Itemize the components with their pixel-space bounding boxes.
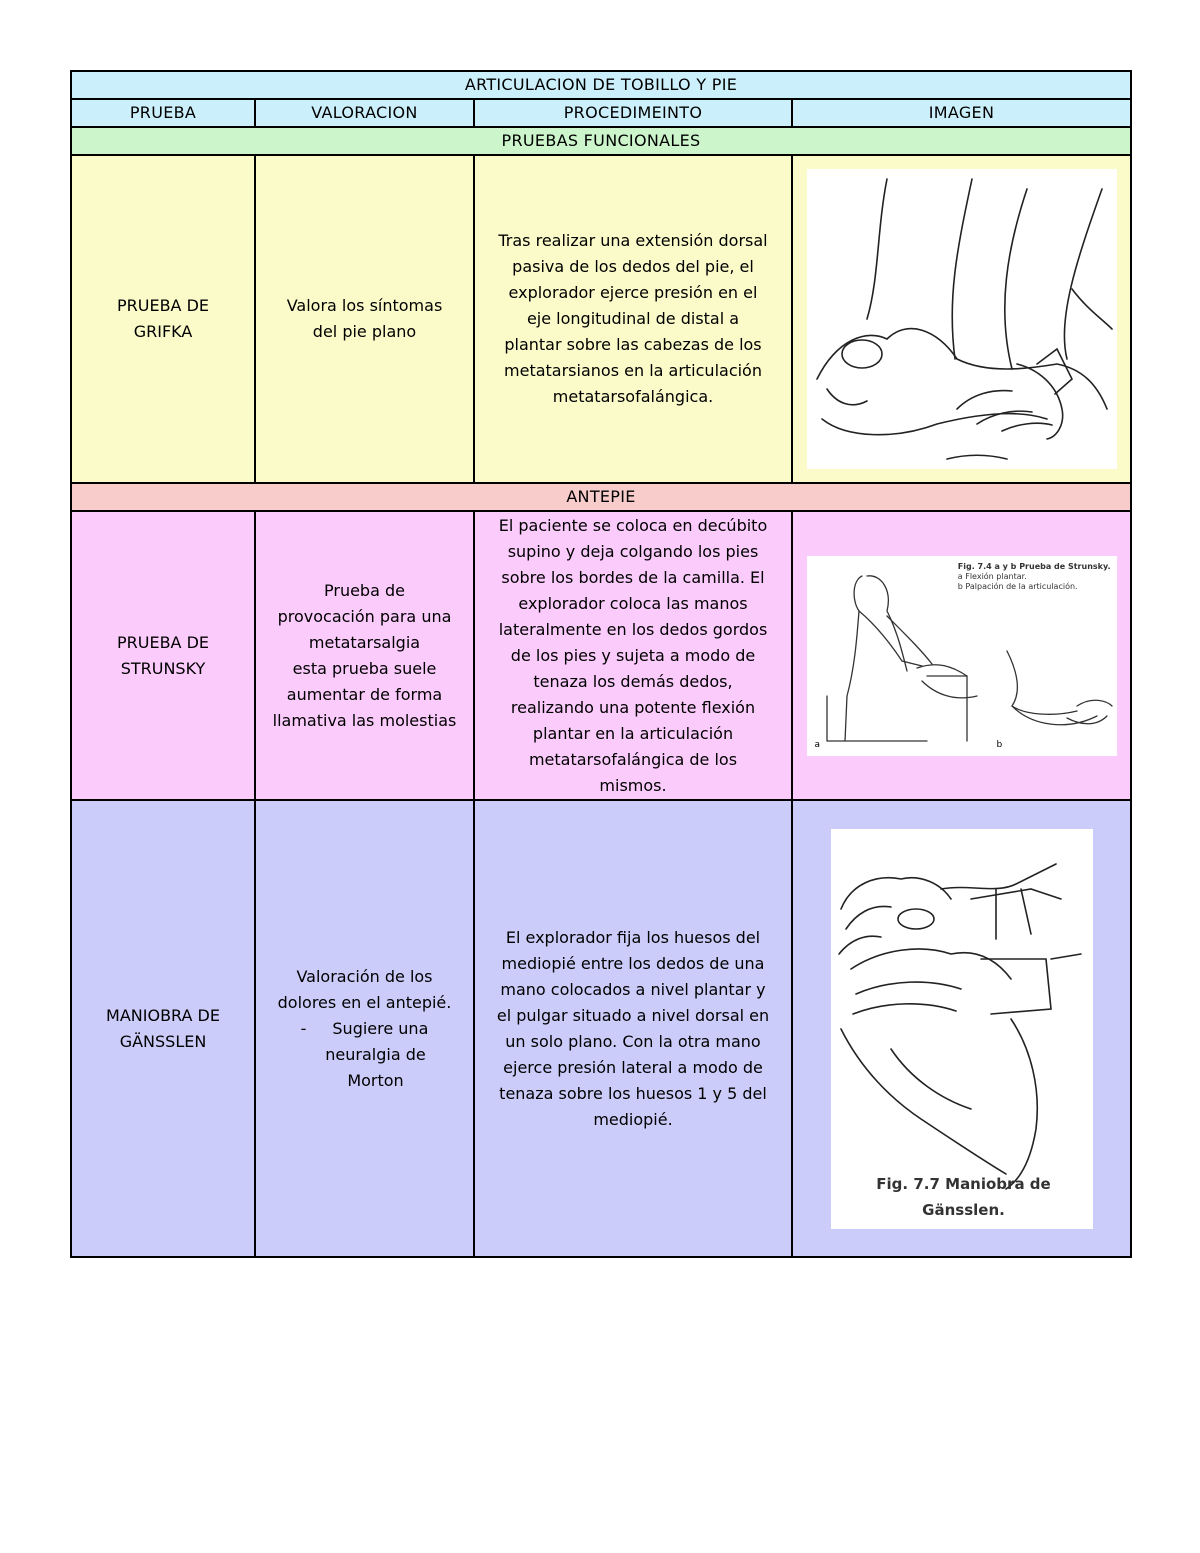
table-row-strunsky [71,511,1131,800]
prueba-cell-grifka [71,155,255,483]
procedimiento-line: explorador ejerce presión en el [508,283,758,302]
procedimiento-line: Tras realizar una extensión dorsal [498,231,768,250]
strunsky-label-a: a [814,739,821,750]
table-row-grifka [71,155,1131,483]
strunsky-caption-a: a Flexión plantar. [957,571,1027,581]
prueba-line: GÄNSSLEN [119,1031,207,1051]
procedimiento-line: realizando una potente flexión [510,697,756,717]
section-row-antepie [71,483,1131,511]
procedimiento-line: explorador coloca las manos [518,593,748,613]
valoracion-cell-strunsky [255,511,474,800]
valoracion-line: Prueba de [324,580,405,600]
tobillo-pie-table [70,70,1132,1258]
valoracion-line: llamativa las molestias [272,710,457,730]
title-row [71,71,1131,99]
strunsky-illustration [807,556,1117,756]
procedimiento-line: metatarsianos en la articulación [504,361,762,380]
procedimiento-line: ejerce presión lateral a modo de [503,1057,763,1077]
procedimiento-line: lateralmente en los dedos gordos [498,619,768,639]
procedimiento-cell-gansslen [474,800,792,1257]
section-row-funcionales [71,127,1131,155]
imagen-cell-grifka [792,155,1131,483]
valoracion-line: provocación para una [277,606,452,626]
procedimiento-line: metatarsofalángica. [552,387,714,406]
valoracion-line: esta prueba suele [292,658,437,678]
strunsky-caption-b: b Palpación de la articulación. [957,581,1078,591]
header-prueba: PRUEBA [71,99,255,127]
gansslen-figure-caption: Fig. 7.7 Maniobra de Gänsslen. [876,1174,1051,1219]
header-procedimiento: PROCEDIMEINTO [474,99,792,127]
header-imagen: IMAGEN [792,99,1131,127]
procedimiento-line: un solo plano. Con la otra mano [505,1031,761,1051]
valoracion-sub-line: Morton [347,1070,404,1090]
procedimiento-line: plantar en la articulación [532,723,734,743]
valoracion-line: metatarsalgia [308,632,421,652]
gansslen-illustration [831,829,1093,1229]
imagen-cell-gansslen [792,800,1131,1257]
prueba-cell-strunsky [71,511,255,800]
strunsky-label-b: b [996,739,1003,750]
procedimiento-line: sobre los bordes de la camilla. El [501,567,765,587]
procedimiento-line: el pulgar situado a nivel dorsal en [496,1005,770,1025]
grifka-illustration [807,169,1117,469]
hands-foot-illustration [831,829,1093,1229]
procedimiento-line: plantar sobre las cabezas de los [504,335,762,354]
section-funcionales-label: PRUEBAS FUNCIONALES [71,127,1131,155]
valoracion-sub-line: Sugiere una [332,1018,429,1038]
strunsky-figure-caption [958,562,1111,592]
procedimiento-line: tenaza los demás dedos, [533,671,733,691]
prueba-line: PRUEBA DE [116,632,210,652]
valoracion-line: dolores en el antepié. [277,992,452,1012]
procedimiento-line: de los pies y sujeta a modo de [510,645,756,665]
prueba-line: GRIFKA [133,322,193,341]
header-valoracion: VALORACION [255,99,474,127]
section-antepie-label: ANTEPIE [71,483,1131,511]
imagen-cell-strunsky [792,511,1131,800]
procedimiento-line: metatarsofalángica de los [528,749,738,769]
procedimiento-line: eje longitudinal de distal a [526,309,740,328]
procedimiento-cell-strunsky [474,511,792,800]
procedimiento-line: mismos. [599,775,667,795]
procedimiento-cell-grifka [474,155,792,483]
prueba-line: MANIOBRA DE [106,1005,220,1025]
valoracion-cell-gansslen [255,800,474,1257]
prueba-line: STRUNSKY [120,658,206,678]
procedimiento-line: supino y deja colgando los pies [507,541,759,561]
foot-hands-illustration [807,169,1117,469]
valoracion-cell-grifka [255,155,474,483]
valoracion-sub-line: neuralgia de [325,1044,426,1064]
valoracion-line: Valora los síntomas [286,296,443,315]
prueba-line: PRUEBA DE [116,296,210,315]
strunsky-caption-title: Fig. 7.4 a y b Prueba de Strunsky. [957,561,1111,571]
valoracion-bullet-line [256,1016,473,1042]
procedimiento-line: El explorador fija los huesos del [505,927,761,947]
procedimiento-line: mediopié. [593,1109,673,1129]
header-row [71,99,1131,127]
valoracion-line: Valoración de los [296,966,433,986]
procedimiento-line: tenaza sobre los huesos 1 y 5 del [499,1083,767,1103]
bullet-dash: - [300,1018,307,1038]
prueba-cell-gansslen [71,800,255,1257]
procedimiento-line: mediopié entre los dedos de una [501,953,765,973]
table-row-gansslen [71,800,1131,1257]
valoracion-line: del pie plano [312,322,417,341]
procedimiento-line: pasiva de los dedos del pie, el [512,257,754,276]
valoracion-line: aumentar de forma [286,684,443,704]
procedimiento-line: El paciente se coloca en decúbito [498,515,768,535]
table-title: ARTICULACION DE TOBILLO Y PIE [71,71,1131,99]
procedimiento-line: mano colocados a nivel plantar y [500,979,766,999]
